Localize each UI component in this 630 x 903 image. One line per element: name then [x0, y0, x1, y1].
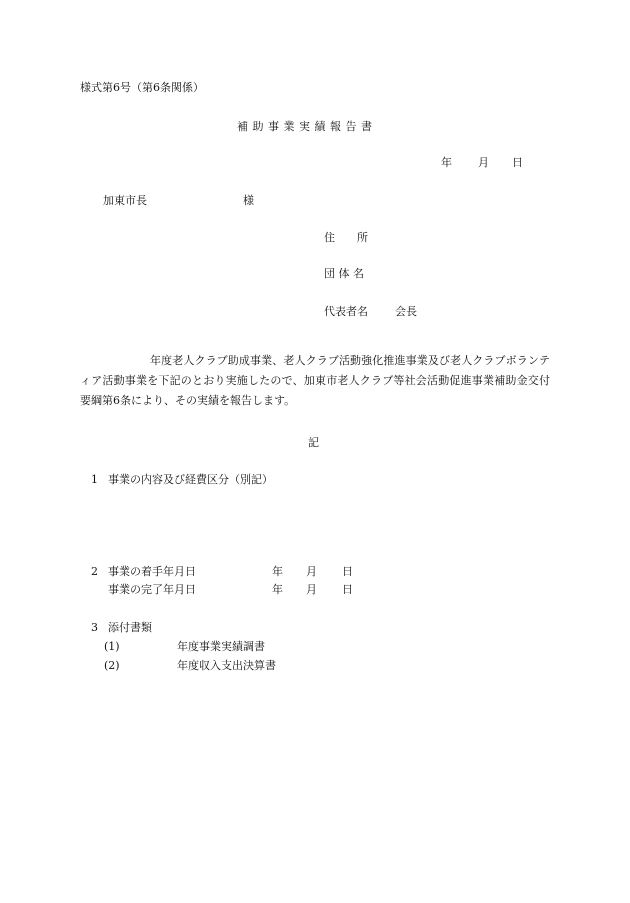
- end-year: 年: [272, 583, 283, 596]
- start-month: 月: [306, 565, 317, 578]
- group-name-label: 団 体 名: [324, 267, 364, 280]
- addressee-name: 加東市長: [103, 194, 147, 207]
- attachment-number: (1): [104, 640, 120, 653]
- date-year: 年: [441, 156, 452, 169]
- attachment-label: 年度事業実績調書: [177, 640, 265, 653]
- end-day: 日: [342, 583, 353, 596]
- representative-title: 会長: [395, 305, 417, 318]
- ki-heading: 記: [308, 436, 319, 449]
- body-paragraph: 年度老人クラブ助成事業、老人クラブ活動強化推進事業及び老人クラブボランティア活動事業を下記のとおり実施したので、加東市老人クラブ等社会活動促進事業補助金交付要綱第6条により、その実績を報告します。: [80, 354, 550, 407]
- start-year: 年: [272, 565, 283, 578]
- date-day: 日: [512, 156, 523, 169]
- attachment-number: (2): [104, 659, 120, 672]
- representative-label: 代表者名: [324, 305, 368, 318]
- item-label: 事業の完了年月日: [108, 583, 196, 596]
- item-number: 1: [91, 473, 98, 486]
- item-label: 事業の内容及び経費区分（別記）: [108, 473, 273, 486]
- form-number: 様式第6号（第6条関係）: [80, 81, 204, 94]
- end-month: 月: [306, 583, 317, 596]
- attachment-label: 年度収入支出決算書: [177, 659, 276, 672]
- address-label: 住 所: [324, 231, 368, 244]
- item-number: 3: [91, 621, 98, 634]
- document-title: 補助事業実績報告書: [237, 120, 377, 133]
- item-label: 事業の着手年月日: [108, 565, 196, 578]
- addressee-honorific: 様: [243, 194, 254, 207]
- start-day: 日: [342, 565, 353, 578]
- item-label: 添付書類: [108, 621, 152, 634]
- item-number: 2: [91, 565, 98, 578]
- date-month: 月: [478, 156, 489, 169]
